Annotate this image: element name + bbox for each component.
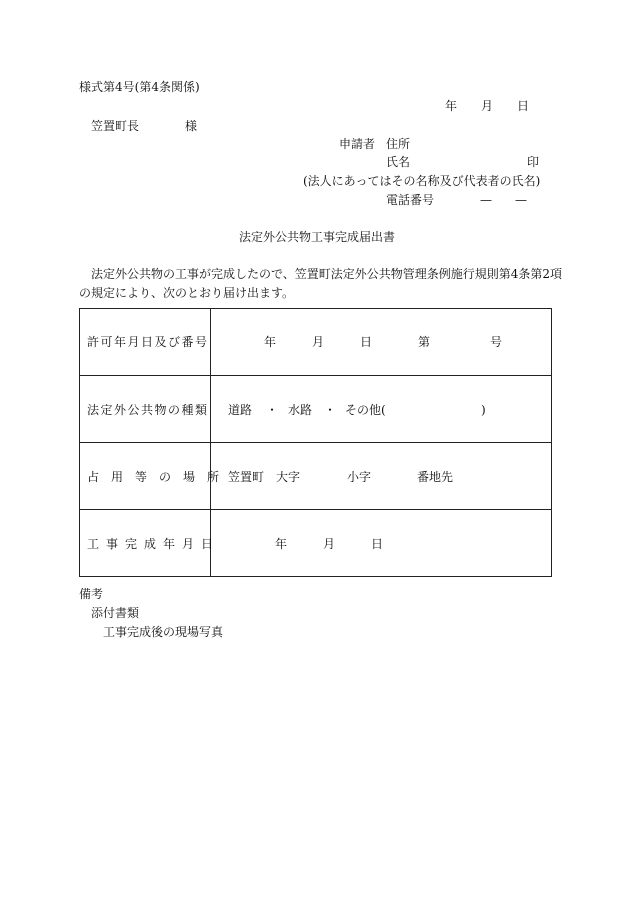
remarks-heading: 備考 bbox=[79, 587, 104, 601]
completion-month: 月 bbox=[323, 537, 336, 551]
addressee-honorific: 様 bbox=[185, 119, 198, 133]
location-aza: 大字 bbox=[276, 470, 301, 484]
table-label-cell bbox=[80, 309, 211, 375]
address-label: 住所 bbox=[386, 137, 411, 151]
permit-month: 月 bbox=[312, 335, 325, 349]
location-koaza: 小字 bbox=[347, 470, 372, 484]
info-table bbox=[79, 308, 552, 577]
form-number: 様式第4号(第4条関係) bbox=[79, 80, 200, 94]
type-option-road: 道路 bbox=[228, 403, 253, 417]
type-option-close: ) bbox=[481, 403, 486, 417]
permit-label: 許可年月日及び番号 bbox=[87, 335, 209, 349]
permit-number-prefix: 第 bbox=[418, 335, 431, 349]
body-line-2: の規定により、次のとおり届け出ます。 bbox=[79, 286, 295, 300]
table-row-type bbox=[80, 376, 551, 443]
name-label: 氏名 bbox=[386, 155, 411, 169]
permit-number-suffix: 号 bbox=[490, 335, 503, 349]
permit-year: 年 bbox=[264, 335, 277, 349]
table-row-location bbox=[80, 443, 551, 510]
type-separator: ・ bbox=[266, 403, 279, 417]
location-town: 笠置町 bbox=[228, 470, 265, 484]
type-label: 法定外公共物の種類 bbox=[87, 403, 209, 417]
addressee-name: 笠置町長 bbox=[91, 119, 140, 133]
document-title: 法定外公共物工事完成届出書 bbox=[239, 230, 396, 244]
body-line-1: 法定外公共物の工事が完成したので、笠置町法定外公共物管理条例施行規則第4条第2項 bbox=[91, 267, 563, 281]
phone-label: 電話番号 bbox=[386, 193, 435, 207]
corporate-note: (法人にあってはその名称及び代表者の氏名) bbox=[303, 174, 541, 188]
attachments-label: 添付書類 bbox=[91, 606, 140, 620]
location-label: 占用等の場所 bbox=[87, 470, 232, 484]
completion-year: 年 bbox=[275, 537, 288, 551]
table-row-completion bbox=[80, 510, 551, 576]
type-option-other: その他( bbox=[345, 403, 386, 417]
permit-day: 日 bbox=[360, 335, 373, 349]
table-label-cell bbox=[80, 510, 221, 576]
table-label-cell bbox=[80, 376, 211, 442]
seal-mark: 印 bbox=[527, 155, 540, 169]
phone-separator: — bbox=[480, 193, 492, 207]
table-row-permit bbox=[80, 309, 551, 376]
attachment-item: 工事完成後の現場写真 bbox=[103, 625, 224, 639]
type-option-waterway: 水路 bbox=[288, 403, 313, 417]
date-year: 年 bbox=[445, 99, 458, 113]
applicant-label: 申請者 bbox=[339, 137, 376, 151]
location-banchi: 番地先 bbox=[417, 470, 454, 484]
type-separator: ・ bbox=[324, 403, 337, 417]
table-label-cell bbox=[80, 443, 232, 509]
date-day: 日 bbox=[517, 99, 530, 113]
completion-day: 日 bbox=[371, 537, 384, 551]
date-month: 月 bbox=[481, 99, 494, 113]
completion-label: 工事完成年月日 bbox=[87, 537, 221, 551]
phone-separator: — bbox=[515, 193, 527, 207]
